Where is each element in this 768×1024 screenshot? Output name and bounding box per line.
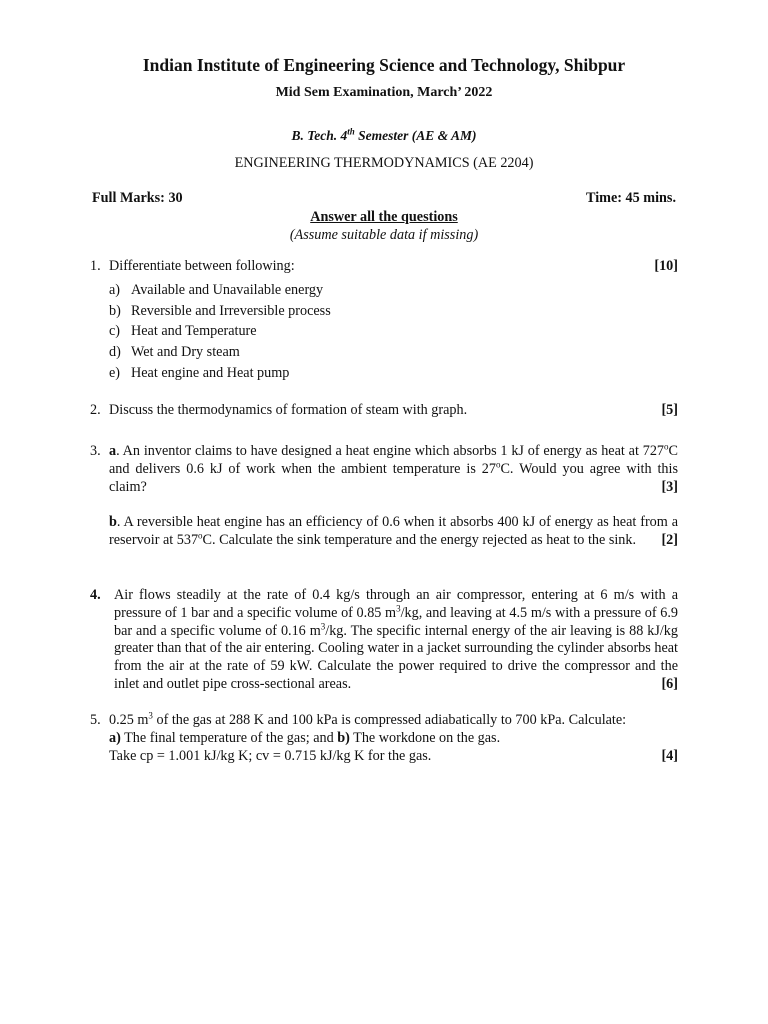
question-2 xyxy=(90,402,678,420)
question-body xyxy=(109,443,678,550)
list-item: b) Reversible and Irreversible process xyxy=(109,302,331,319)
marks: [6] xyxy=(661,675,678,692)
question-number: 5. xyxy=(90,712,101,728)
question-5 xyxy=(90,712,678,765)
question-number: 2. xyxy=(90,402,101,418)
full-marks: Full Marks: 30 xyxy=(92,190,183,206)
marks: [3] xyxy=(661,478,678,495)
marks: [5] xyxy=(661,402,678,418)
list-item: a) Available and Unavailable energy xyxy=(109,281,324,298)
program-line xyxy=(0,128,768,144)
program-suffix: Semester (AE & AM) xyxy=(354,128,477,143)
question-3 xyxy=(90,443,678,550)
program-sup: th xyxy=(347,126,355,137)
instruction-note: (Assume suitable data if missing) xyxy=(289,227,479,243)
question-4 xyxy=(90,587,678,694)
question-number: 3. xyxy=(90,443,101,459)
list-item: c) Heat and Temperature xyxy=(109,323,257,340)
program-prefix: B. Tech. 4 xyxy=(291,128,348,143)
question-number: 1. xyxy=(90,258,101,274)
question-body xyxy=(109,402,678,420)
question-body xyxy=(109,258,678,384)
marks: [2] xyxy=(661,532,678,549)
part-label: b xyxy=(109,514,117,531)
marks: [4] xyxy=(661,747,678,764)
question-1 xyxy=(90,258,678,384)
question-3b: b. A reversible heat engine has an efficiency of 0.6 when it absorbs 400 kJ of energy as heat from a reservoir at 537$^o$C. Calculate the sink temperature and the energy rejected as heat to the sink. [2] xyxy=(109,514,678,549)
marks: [10] xyxy=(654,258,678,274)
list-item: e) Heat engine and Heat pump xyxy=(109,364,290,381)
question-body: Air flows steadily at the rate of 0.4 kg/s through an air compressor, entering at 6 m/s with a pressure of 1 bar and a specific volume of 0.85 $m^3/kg$, and leaving at 4.5 m/s with a pressure of 6.9 bar and a specific volume of 0.16 $m^3/kg$. The specific internal energy of the air leaving is 88 kJ/kg greater than that of the air entering. Cooling water in a jacket surrounding the cylinder absorbs heat from the air at the rate of 59 kW. Calculate the power required to drive the compressor and the inlet and outlet pipe cross-sectional areas. [6] xyxy=(114,587,678,692)
question-body: 0.25 $m^3$ of the gas at 288 K and 100 kPa is compressed adiabatically to 700 kPa. Calculate: a) The final temperature of the gas; and b) The workdone on the gas. [4] Take cp = 1.001 kJ/kg K; cv = 0.715 kJ/kg K for the gas. xyxy=(109,710,678,764)
question-number: 4. xyxy=(90,587,101,603)
question-text: Discuss the thermodynamics of formation of steam with graph. xyxy=(109,402,468,418)
question-3a: a. An inventor claims to have designed a heat engine which absorbs 1 kJ of energy as heat at 727$^o$C and delivers 0.6 kJ of work when the ambient temperature is 27$^o$C. Would you agree with this claim? [3] xyxy=(109,441,678,495)
course-title: ENGINEERING THERMODYNAMICS (AE 2204) xyxy=(234,155,534,171)
list-item: d) Wet and Dry steam xyxy=(109,344,240,361)
part-label: b) xyxy=(337,729,350,746)
instruction: Answer all the questions xyxy=(310,209,458,225)
part-label: a xyxy=(109,443,117,459)
part-label: a) xyxy=(109,729,121,746)
time-limit: Time: 45 mins. xyxy=(586,190,676,206)
question-text: Differentiate between following: xyxy=(109,258,295,274)
subquestion-list xyxy=(109,280,678,384)
institute-name: Indian Institute of Engineering Science and Technology, Shibpur xyxy=(142,55,626,75)
exam-title: Mid Sem Examination, March’ 2022 xyxy=(275,85,493,100)
